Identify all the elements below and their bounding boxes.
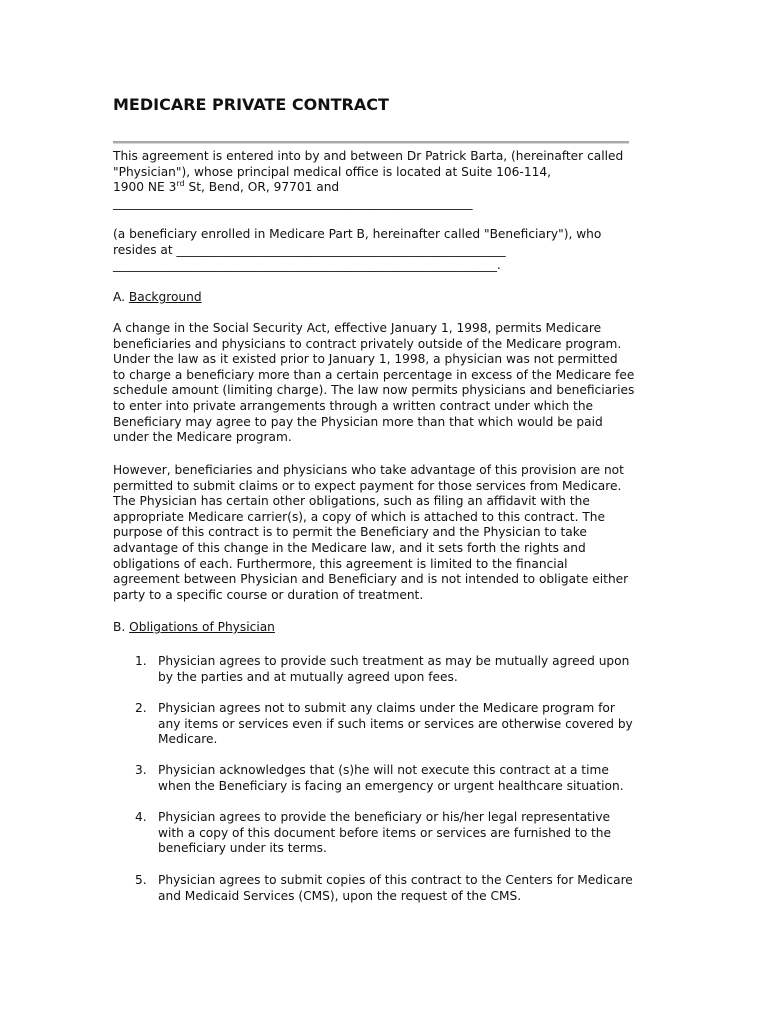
list-number: 5.: [135, 873, 147, 887]
list-line: Physician agrees to provide the beneficiary or his/her legal representative: [158, 810, 611, 824]
section-a-heading: [113, 290, 653, 306]
list-number: 1.: [135, 654, 147, 668]
address-rest: St, Bend, OR, 97701 and: [184, 180, 340, 195]
text-line: under the Medicare program.: [113, 430, 292, 445]
list-number: 2.: [135, 701, 147, 715]
list-line: beneficiary under its terms.: [158, 841, 327, 856]
text-line: Beneficiary may agree to pay the Physician more than that which would be paid: [113, 414, 603, 429]
text-line: beneficiaries and physicians to contract privately outside of the Medicare program.: [113, 336, 622, 351]
text-line: to charge a beneficiary more than a certain percentage in excess of the Medicare fee: [113, 367, 635, 382]
list-line: Physician agrees to provide such treatment as may be mutually agreed upon: [158, 654, 630, 668]
obligations-list: [113, 810, 653, 857]
list-line: and Medicaid Services (CMS), upon the request of the CMS.: [158, 888, 522, 903]
intro-line: "Physician"), whose principal medical office is located at Suite 106-114,: [113, 164, 551, 179]
document-title: MEDICARE PRIVATE CONTRACT: [113, 95, 389, 114]
text-line: party to a specific course or duration of treatment.: [113, 587, 424, 602]
beneficiary-line: (a beneficiary enrolled in Medicare Part B, hereinafter called "Beneficiary"), who: [113, 227, 602, 241]
intro-paragraph: [113, 149, 653, 211]
title-divider: [113, 141, 629, 144]
intro-line: This agreement is entered into by and between Dr Patrick Barta, (hereinafter called: [113, 149, 624, 163]
text-line: appropriate Medicare carrier(s), a copy of which is attached to this contract. The: [113, 509, 606, 524]
text-line: to enter into private arrangements through a written contract under which the: [113, 398, 594, 413]
list-number: 3.: [135, 763, 147, 777]
text-line: schedule amount (limiting charge). The law now permits physicians and beneficiaries: [113, 383, 635, 398]
text-line: advantage of this change in the Medicare law, and it sets forth the rights and: [113, 540, 586, 555]
section-b-heading: [113, 620, 653, 636]
text-line: However, beneficiaries and physicians who take advantage of this provision are not: [113, 463, 624, 477]
section-b-prefix: B.: [113, 620, 130, 634]
list-item: [113, 810, 653, 857]
address-number: 1900 NE 3: [113, 180, 177, 195]
list-line: with a copy of this document before items or services are furnished to the: [158, 825, 612, 840]
beneficiary-name-blank: ___________________________________________________________: [113, 195, 473, 210]
obligations-list: [113, 763, 653, 794]
section-b-title: Obligations of Physician: [129, 620, 275, 634]
list-line: any items or services even if such items or services are otherwise covered by: [158, 716, 633, 731]
list-item: [113, 701, 653, 748]
section-a-title: Background: [128, 290, 202, 304]
background-paragraph-1: [113, 321, 653, 446]
text-line: The Physician has certain other obligations, such as filing an affidavit with the: [113, 494, 590, 509]
text-line: agreement between Physician and Beneficiary and is not intended to obligate either: [113, 572, 629, 587]
list-line: when the Beneficiary is facing an emergency or urgent healthcare situation.: [158, 778, 624, 793]
list-item: [113, 763, 653, 794]
list-line: Physician acknowledges that (s)he will not execute this contract at a time: [158, 763, 609, 777]
list-line: by the parties and at mutually agreed upon fees.: [158, 669, 458, 684]
list-line: Physician agrees to submit copies of this contract to the Centers for Medicare: [158, 873, 633, 887]
text-line: A change in the Social Security Act, effective January 1, 1998, permits Medicare: [113, 321, 602, 335]
list-line: Medicare.: [158, 732, 218, 747]
list-item: [113, 873, 653, 904]
text-line: Under the law as it existed prior to January 1, 1998, a physician was not permitted: [113, 352, 618, 367]
text-line: purpose of this contract is to permit the Beneficiary and the Physician to take: [113, 525, 587, 540]
address-line: [113, 180, 653, 196]
beneficiary-paragraph: [113, 227, 653, 274]
list-number: 4.: [135, 810, 147, 824]
address-ordinal: rd: [176, 179, 185, 189]
obligations-list: [113, 654, 653, 685]
residence-blank: _______________________________________________________________.: [113, 258, 501, 273]
list-line: Physician agrees not to submit any claims under the Medicare program for: [158, 701, 615, 715]
residence-blank: resides at ______________________________________________________: [113, 242, 506, 257]
background-paragraph-2: [113, 463, 653, 603]
section-a-prefix: A.: [113, 290, 129, 304]
list-item: [113, 654, 653, 685]
obligations-list: [113, 701, 653, 748]
obligations-list: [113, 873, 653, 904]
text-line: obligations of each. Furthermore, this agreement is limited to the financial: [113, 556, 568, 571]
text-line: permitted to submit claims or to expect payment for those services from Medicare.: [113, 478, 622, 493]
